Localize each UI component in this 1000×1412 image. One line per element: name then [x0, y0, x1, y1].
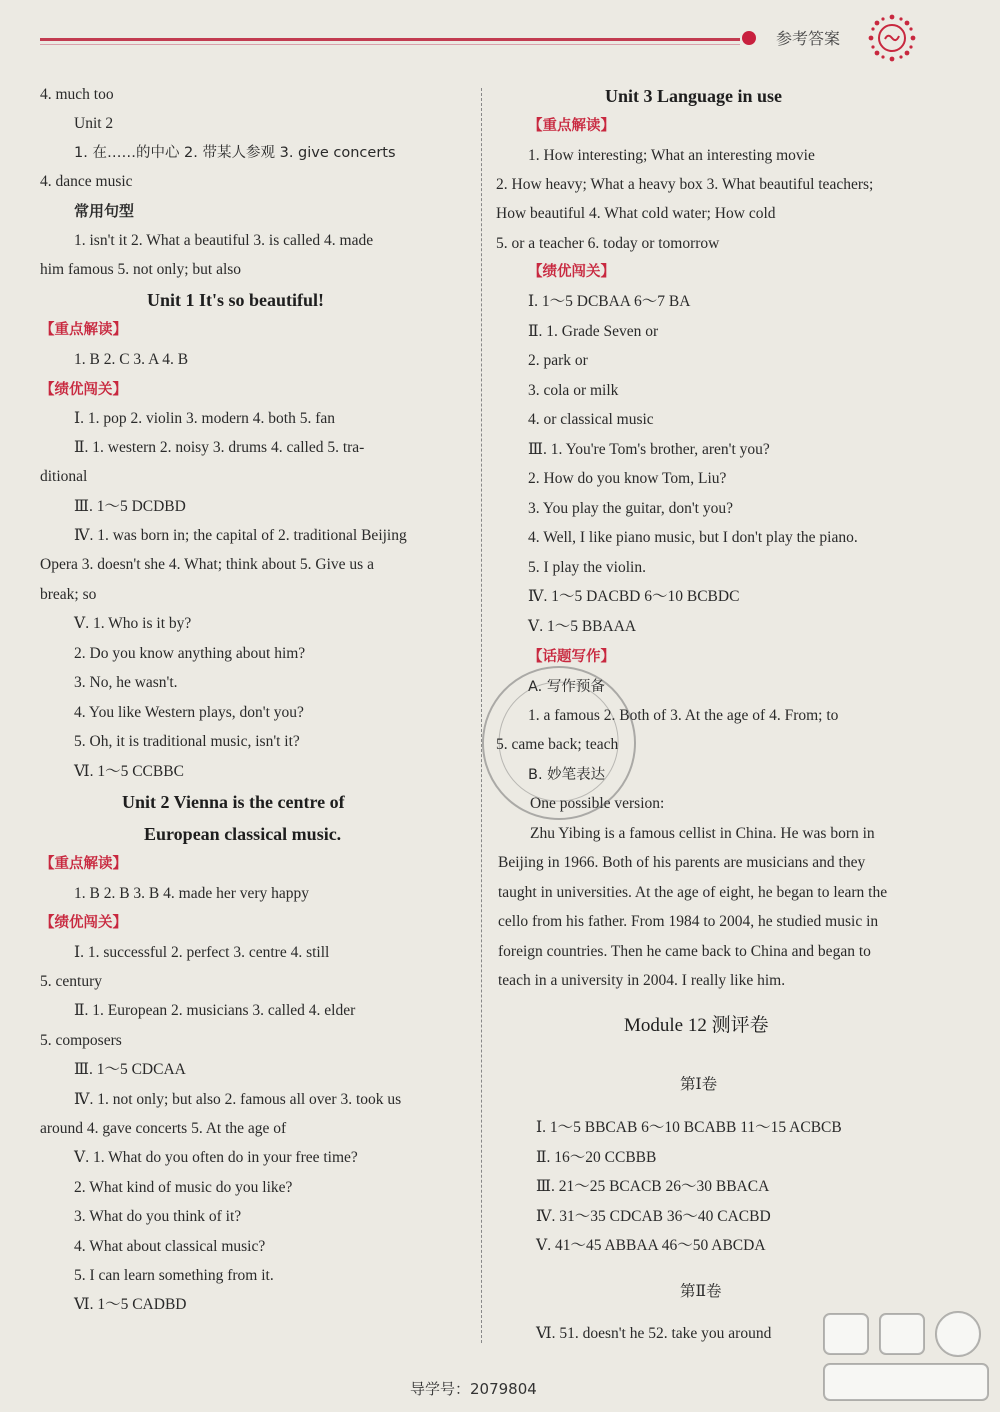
text-line: 4. What about classical music? [74, 1238, 266, 1255]
text-line: One possible version: [530, 795, 665, 812]
text-line: around 4. gave concerts 5. At the age of [40, 1120, 287, 1137]
text-line: break; so [40, 586, 97, 603]
section-tag: 【重点解读】 [40, 856, 127, 872]
module-title: Module 12 测评卷 [624, 1015, 769, 1036]
text-line: 2. How heavy; What a heavy box 3. What beautiful teachers; [496, 176, 874, 193]
text-line: Opera 3. doesn't she 4. What; think about 5. Give us a [40, 556, 374, 573]
column-divider [481, 88, 482, 1343]
text-line: 2. How do you know Tom, Liu? [528, 470, 727, 487]
text-line: 1. isn't it 2. What a beautiful 3. is called 4. made [74, 232, 374, 249]
text-line: Ⅳ. 31～35 CDCAB 36～40 CACBD [536, 1208, 771, 1225]
section-tag: 【话题写作】 [528, 649, 615, 665]
text-line: 5. came back; teach [496, 736, 619, 753]
text-line: Ⅵ. 51. doesn't he 52. take you around [536, 1325, 772, 1342]
text-line: Zhu Yibing is a famous cellist in China. He was born in [530, 825, 875, 842]
sun-emblem-icon [866, 12, 918, 64]
unit-title: Unit 2 Vienna is the centre of [122, 792, 345, 812]
text-line: 5. I can learn something from it. [74, 1267, 274, 1284]
text-line: Ⅴ. 1. What do you often do in your free time? [74, 1149, 358, 1166]
text-line: 4. much too [40, 86, 114, 103]
text-line: Ⅳ. 1. not only; but also 2. famous all over 3. took us [74, 1091, 402, 1108]
text-line: B. 妙笔表达 [528, 767, 606, 783]
part-title: 第Ⅰ卷 [680, 1075, 718, 1093]
text-line: Ⅱ. 1. western 2. noisy 3. drums 4. called 5. tra- [74, 439, 365, 456]
text-line: Ⅴ. 1. Who is it by? [74, 615, 192, 632]
text-line: 4. Well, I like piano music, but I don't play the piano. [528, 529, 858, 546]
text-line: Ⅰ. 1. pop 2. violin 3. modern 4. both 5. fan [74, 410, 335, 427]
text-line: How beautiful 4. What cold water; How cold [496, 205, 776, 222]
text-line: 5. or a teacher 6. today or tomorrow [496, 235, 720, 252]
text-line: foreign countries. Then he came back to China and began to [498, 943, 871, 960]
text-line: Ⅵ. 1～5 CCBBC [74, 763, 184, 780]
footer-guide-number: 导学号：2079804 [410, 1380, 537, 1398]
text-line: 5. I play the violin. [528, 559, 646, 576]
text-line: 1. 在……的中心 2. 带某人参观 3. give concerts [74, 145, 396, 161]
watermark-logo-icon [818, 1306, 994, 1406]
text-line: 1. a famous 2. Both of 3. At the age of 4. From; to [528, 707, 839, 724]
text-line: Ⅲ. 1. You're Tom's brother, aren't you? [528, 441, 770, 458]
header-dot [742, 31, 756, 45]
text-line: 3. cola or milk [528, 382, 619, 399]
text-line: Ⅴ. 41～45 ABBAA 46～50 ABCDA [536, 1237, 766, 1254]
section-tag: 【重点解读】 [40, 322, 127, 338]
text-line: Ⅳ. 1～5 DACBD 6～10 BCBDC [528, 588, 740, 605]
text-line: Ⅰ. 1. successful 2. perfect 3. centre 4. still [74, 944, 330, 961]
text-line: him famous 5. not only; but also [40, 261, 242, 278]
text-line: Ⅰ. 1～5 DCBAA 6～7 BA [528, 293, 691, 310]
text-line: 2. What kind of music do you like? [74, 1179, 293, 1196]
header-rule [40, 38, 740, 41]
header-label: 参考答案 [776, 29, 841, 48]
unit-title: Unit 1 It's so beautiful! [147, 290, 325, 310]
text-line: Ⅱ. 16～20 CCBBB [536, 1149, 657, 1166]
text-line: 3. What do you think of it? [74, 1208, 242, 1225]
text-line: Ⅰ. 1～5 BBCAB 6～10 BCABB 11～15 ACBCB [536, 1119, 842, 1136]
unit-title: Unit 3 Language in use [605, 86, 783, 106]
text-line: 5. century [40, 973, 102, 990]
text-line: 5. Oh, it is traditional music, isn't it? [74, 733, 300, 750]
text-line: Ⅲ. 21～25 BCACB 26～30 BBACA [536, 1178, 770, 1195]
text-line: teach in a university in 2004. I really like him. [498, 972, 786, 989]
text-line: 1. How interesting; What an interesting movie [528, 147, 815, 164]
text-line: Ⅵ. 1～5 CADBD [74, 1296, 187, 1313]
text-line: Unit 2 [74, 115, 114, 132]
text-line: 1. B 2. B 3. B 4. made her very happy [74, 885, 310, 902]
text-line: 3. You play the guitar, don't you? [528, 500, 733, 517]
text-line: Ⅱ. 1. European 2. musicians 3. called 4. elder [74, 1002, 356, 1019]
text-line: 3. No, he wasn't. [74, 674, 178, 691]
text-line: 4. You like Western plays, don't you? [74, 704, 304, 721]
text-line: cello from his father. From 1984 to 2004, he studied music in [498, 913, 879, 930]
text-line: Ⅲ. 1～5 CDCAA [74, 1061, 186, 1078]
section-tag: 【绩优闯关】 [40, 915, 127, 931]
text-line: Ⅳ. 1. was born in; the capital of 2. traditional Beijing [74, 527, 407, 544]
text-line: 2. park or [528, 352, 588, 369]
text-line: Ⅴ. 1～5 BBAAA [528, 618, 637, 635]
section-tag: 【绩优闯关】 [40, 382, 127, 398]
unit-title: European classical music. [144, 824, 342, 844]
section-tag: 【绩优闯关】 [528, 264, 615, 280]
header-rule-thin [40, 44, 740, 45]
stamp-seal [455, 639, 663, 847]
text-line: 1. B 2. C 3. A 4. B [74, 351, 189, 368]
text-line: 5. composers [40, 1032, 122, 1049]
text-line: A. 写作预备 [528, 679, 605, 695]
text-line: Ⅱ. 1. Grade Seven or [528, 323, 659, 340]
section-tag: 【重点解读】 [528, 118, 615, 134]
text-line: 2. Do you know anything about him? [74, 645, 306, 662]
text-line: taught in universities. At the age of eight, he began to learn the [498, 884, 888, 901]
text-line: 4. dance music [40, 173, 133, 190]
part-title: 第Ⅱ卷 [680, 1282, 722, 1300]
section-title: 常用句型 [74, 202, 135, 220]
text-line: 4. or classical music [528, 411, 654, 428]
text-line: ditional [40, 468, 88, 485]
text-line: Ⅲ. 1～5 DCDBD [74, 498, 186, 515]
text-line: Beijing in 1966. Both of his parents are musicians and they [498, 854, 866, 871]
